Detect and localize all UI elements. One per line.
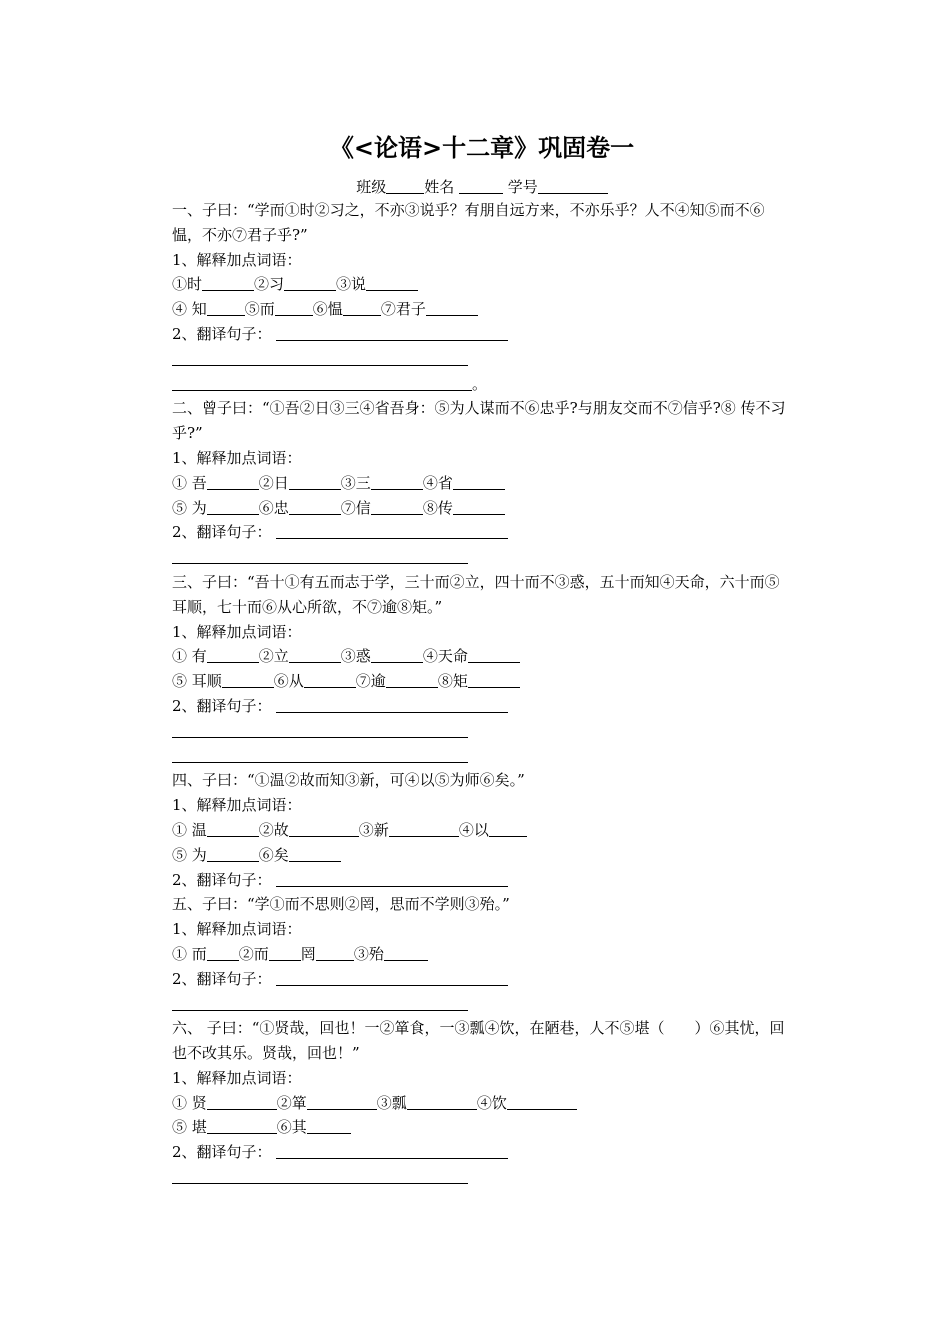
answer-blank[interactable] [453,473,505,490]
page-title: 《<论语>十二章》巩固卷一 [329,134,635,162]
term-label: ②箪 [276,1093,307,1112]
section-3-translation-line [172,744,787,769]
section-4-row-2 [172,843,787,868]
term-label: ⑤ 耳顺 [172,672,222,691]
section-5-q1: 1、解释加点词语： [172,920,302,939]
period-mark: 。 [472,374,488,393]
id-blank[interactable] [538,177,608,194]
section-1-translation-line [172,347,787,372]
translate-label: 2、翻译句子： [172,324,272,343]
term-label: ⑥其 [276,1118,307,1137]
term-label: ③惑 [340,647,371,666]
translation-blank[interactable] [172,994,468,1011]
section-1-q2 [172,322,787,347]
section-5-q2 [172,967,787,992]
section-3-translation-line [172,719,787,744]
section-2-q2 [172,520,787,545]
translation-blank[interactable] [172,547,468,564]
answer-blank[interactable] [207,820,259,837]
term-label: ① 吾 [172,473,207,492]
answer-blank[interactable] [307,1093,377,1110]
translation-blank[interactable] [276,324,508,341]
section-6-q2 [172,1140,787,1165]
term-label: ⑤ 堪 [172,1118,207,1137]
answer-blank[interactable] [207,1117,277,1134]
term-label: ④以 [458,820,489,839]
term-label: ⑤ 为 [172,845,207,864]
term-label: ③瓢 [376,1093,407,1112]
term-label: ②立 [258,647,289,666]
class-blank[interactable] [386,177,424,194]
section-2-row-1 [172,471,787,496]
term-label: ⑤而 [244,300,275,319]
term-label: ②习 [254,275,285,294]
answer-blank[interactable] [207,944,239,961]
translation-blank[interactable] [276,1142,508,1159]
answer-blank[interactable] [307,1117,351,1134]
section-5-row-1 [172,942,787,967]
answer-blank[interactable] [453,498,505,515]
answer-blank[interactable] [304,671,356,688]
section-1-translation-line [172,372,787,397]
answer-blank[interactable] [407,1093,477,1110]
section-2-q1: 1、解释加点词语： [172,448,302,467]
section-4-passage: 四、子曰：“①温②故而知③新，可④以⑤为师⑥矣。” [172,771,525,790]
answer-blank[interactable] [507,1093,577,1110]
section-5-translation-line [172,992,787,1017]
section-6-translation-line [172,1165,787,1190]
answer-blank[interactable] [289,820,359,837]
term-label: ⑥愠 [312,300,343,319]
section-3-row-1 [172,644,787,669]
answer-blank[interactable] [289,473,341,490]
translate-label: 2、翻译句子： [172,696,272,715]
answer-blank[interactable] [207,473,259,490]
answer-blank[interactable] [207,299,245,316]
answer-blank[interactable] [426,299,478,316]
term-label: ④ 知 [172,300,207,319]
term-label: ① 而 [172,944,207,963]
section-1-row-1 [172,272,787,297]
term-label: ⑥矣 [258,845,289,864]
term-label: ① 温 [172,820,207,839]
section-1-row-2 [172,297,787,322]
section-1-q1: 1、解释加点词语： [172,250,302,269]
answer-blank[interactable] [468,646,520,663]
term-label: ③新 [358,820,389,839]
translate-label: 2、翻译句子： [172,1143,272,1162]
answer-blank[interactable] [202,274,254,291]
answer-blank[interactable] [289,646,341,663]
term-label: ⑧矩 [437,672,468,691]
section-3-passage: 三、子曰：“吾十①有五而志于学，三十而②立，四十而不③惑，五十而知④天命，六十而⑤耳顺，七十而⑥从心所欲，不⑦逾⑧矩。” [172,572,780,616]
section-2-translation-line [172,545,787,570]
term-label: ④省 [422,473,453,492]
term-label: ①时 [172,275,203,294]
class-label: 班级 [356,178,387,196]
answer-blank[interactable] [275,299,313,316]
answer-blank[interactable] [386,671,438,688]
term-label: ④天命 [422,647,468,666]
term-label: ②日 [258,473,289,492]
answer-blank[interactable] [289,845,341,862]
translation-blank[interactable] [172,721,468,738]
answer-blank[interactable] [207,498,259,515]
name-label: 姓名 [424,178,455,196]
term-label: ④饮 [476,1093,507,1112]
name-blank[interactable] [459,177,503,194]
term-label: ⑥从 [273,672,304,691]
translation-blank[interactable] [276,522,508,539]
answer-blank[interactable] [366,274,418,291]
section-2-row-2 [172,496,787,521]
answer-blank[interactable] [284,274,336,291]
answer-blank[interactable] [371,498,423,515]
answer-blank[interactable] [389,820,459,837]
answer-blank[interactable] [371,646,423,663]
section-3-q2 [172,694,787,719]
section-6-row-1 [172,1091,787,1116]
section-6-passage: 六、 子曰：“①贤哉，回也！一②箪食，一③瓢④饮，在陋巷，人不⑤堪（ ）⑥其忧，回也不改其乐。贤哉，回也！” [172,1019,785,1063]
term-label: ① 贤 [172,1093,207,1112]
worksheet-content [172,198,787,1190]
translate-label: 2、翻译句子： [172,870,272,889]
section-5-passage: 五、子曰：“学①而不思则②罔，思而不学则③殆。” [172,895,510,914]
translation-blank[interactable] [276,696,508,713]
section-4-q1: 1、解释加点词语： [172,796,302,815]
translation-blank[interactable] [276,870,508,887]
section-3-q1: 1、解释加点词语： [172,622,302,641]
term-label: ⑧传 [422,498,453,517]
term-label: ⑤ 为 [172,498,207,517]
translation-blank[interactable] [172,374,472,391]
id-label: 学号 [507,178,538,196]
term-label: ⑦信 [340,498,371,517]
section-4-q2 [172,868,787,893]
translation-blank[interactable] [172,1167,468,1184]
translation-blank[interactable] [172,746,468,763]
term-label: ③说 [336,275,367,294]
term-label: 罔 [300,944,316,963]
student-info-row [172,175,792,199]
translation-blank[interactable] [172,349,468,366]
answer-blank[interactable] [468,671,520,688]
answer-blank[interactable] [207,646,259,663]
section-6-row-2 [172,1115,787,1140]
term-label: ① 有 [172,647,207,666]
term-label: ⑥忠 [258,498,289,517]
section-4-row-1 [172,818,787,843]
answer-blank[interactable] [343,299,381,316]
section-1-passage: 一、子曰：“学而①时②习之，不亦③说乎？有朋自远方来，不亦乐乎？人不④知⑤而不⑥愠，不亦⑦君子乎?” [172,201,765,244]
section-6-q1: 1、解释加点词语： [172,1068,302,1087]
translate-label: 2、翻译句子： [172,969,272,988]
answer-blank[interactable] [289,498,341,515]
section-3-row-2 [172,669,787,694]
translation-blank[interactable] [276,969,508,986]
term-label: ②而 [238,944,269,963]
translate-label: 2、翻译句子： [172,523,272,542]
answer-blank[interactable] [222,671,274,688]
term-label: ⑦君子 [380,300,426,319]
answer-blank[interactable] [371,473,423,490]
answer-blank[interactable] [489,820,527,837]
term-label: ⑦逾 [355,672,386,691]
term-label: ②故 [258,820,289,839]
answer-blank[interactable] [316,944,354,961]
answer-blank[interactable] [384,944,428,961]
section-2-passage: 二、曾子曰：“①吾②日③三④省吾身：⑤为人谋而不⑥忠乎?与朋友交而不⑦信乎?⑧ 传不习乎?” [172,399,786,443]
answer-blank[interactable] [207,845,259,862]
answer-blank[interactable] [207,1093,277,1110]
answer-blank[interactable] [269,944,301,961]
term-label: ③殆 [353,944,384,963]
term-label: ③三 [340,473,371,492]
